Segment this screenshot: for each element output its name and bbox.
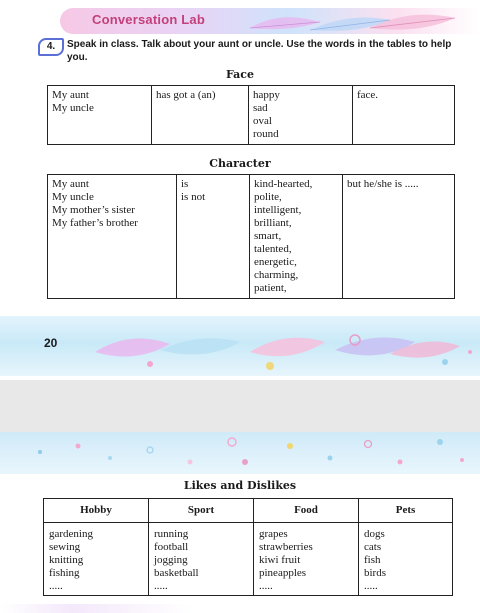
section-title: Conversation Lab bbox=[92, 12, 205, 27]
food-item: strawberries bbox=[259, 541, 313, 553]
face-table bbox=[47, 85, 455, 145]
character-subject: My mother’s sister bbox=[52, 204, 135, 216]
character-adjective: patient, bbox=[254, 282, 287, 294]
pets-item: ..... bbox=[364, 580, 378, 592]
face-adjective: happy bbox=[253, 89, 280, 101]
character-ending-cell bbox=[343, 175, 455, 299]
sport-item: ..... bbox=[154, 580, 168, 592]
sport-item: jogging bbox=[154, 554, 188, 566]
sport-item: running bbox=[154, 528, 189, 540]
food-item: pineapples bbox=[259, 567, 307, 579]
feather-decoration-icon bbox=[240, 8, 480, 34]
pets-item: fish bbox=[364, 554, 381, 566]
pets-item: birds bbox=[364, 567, 386, 579]
likes-header-hobby: Hobby bbox=[44, 499, 149, 523]
character-adjective: intelligent, bbox=[254, 204, 302, 216]
hobby-item: sewing bbox=[49, 541, 81, 553]
face-table-title: Face bbox=[225, 68, 255, 81]
face-adjective: oval bbox=[253, 115, 272, 127]
hobby-item: ..... bbox=[49, 580, 63, 592]
character-subjects-cell bbox=[48, 175, 177, 299]
character-verb: is not bbox=[181, 191, 206, 203]
face-noun: face. bbox=[357, 89, 379, 101]
character-adjective: brilliant, bbox=[254, 217, 292, 229]
sport-item: basketball bbox=[154, 567, 199, 579]
character-adjective: energetic, bbox=[254, 256, 297, 268]
character-adjective: talented, bbox=[254, 243, 292, 255]
food-item: ..... bbox=[259, 580, 273, 592]
character-adjective: smart, bbox=[254, 230, 282, 242]
page-number: 20 bbox=[44, 336, 58, 350]
pets-item: dogs bbox=[364, 528, 385, 540]
face-adjectives-cell bbox=[249, 86, 353, 145]
character-table bbox=[47, 174, 455, 299]
character-adjective: polite, bbox=[254, 191, 282, 203]
character-subject: My uncle bbox=[52, 191, 94, 203]
likes-header-pets: Pets bbox=[359, 499, 453, 523]
character-subject: My aunt bbox=[52, 178, 89, 190]
character-table-title: Character bbox=[209, 157, 271, 170]
feather-decoration-icon bbox=[90, 322, 480, 372]
face-adjective: round bbox=[253, 128, 279, 140]
pets-item: cats bbox=[364, 541, 382, 553]
face-subject: My aunt bbox=[52, 89, 89, 101]
likes-header-sport: Sport bbox=[149, 499, 254, 523]
character-adjective: kind-hearted, bbox=[254, 178, 313, 190]
character-adjectives-cell bbox=[250, 175, 343, 299]
page-gap bbox=[0, 380, 480, 432]
likes-header-food: Food bbox=[254, 499, 359, 523]
face-subjects-cell bbox=[48, 86, 152, 145]
task-number-badge: 4. bbox=[38, 38, 64, 56]
food-item: kiwi fruit bbox=[259, 554, 301, 566]
character-subject: My father’s brother bbox=[52, 217, 138, 229]
character-adjective: charming, bbox=[254, 269, 299, 281]
task-instruction: Speak in class. Talk about your aunt or uncle. Use the words in the tables to help you. bbox=[67, 39, 452, 63]
hobby-item: fishing bbox=[49, 567, 80, 579]
hobby-item: gardening bbox=[49, 528, 93, 540]
hobby-item: knitting bbox=[49, 554, 84, 566]
likes-table bbox=[43, 498, 453, 596]
character-verb: is bbox=[181, 178, 189, 190]
likes-table-title: Likes and Dislikes bbox=[183, 479, 297, 492]
sport-item: football bbox=[154, 541, 189, 553]
face-verb: has got a (an) bbox=[156, 89, 216, 101]
pets-column bbox=[359, 523, 453, 596]
bottom-decoration bbox=[0, 604, 480, 613]
face-noun-cell bbox=[353, 86, 455, 145]
sport-column bbox=[149, 523, 254, 596]
hobby-column bbox=[44, 523, 149, 596]
face-verb-cell bbox=[152, 86, 249, 145]
bubbles-decoration-icon bbox=[0, 432, 480, 474]
character-ending: but he/she is ..... bbox=[347, 178, 419, 190]
face-subject: My uncle bbox=[52, 102, 94, 114]
character-verbs-cell bbox=[177, 175, 250, 299]
food-column bbox=[254, 523, 359, 596]
face-adjective: sad bbox=[253, 102, 268, 114]
food-item: grapes bbox=[259, 528, 288, 540]
